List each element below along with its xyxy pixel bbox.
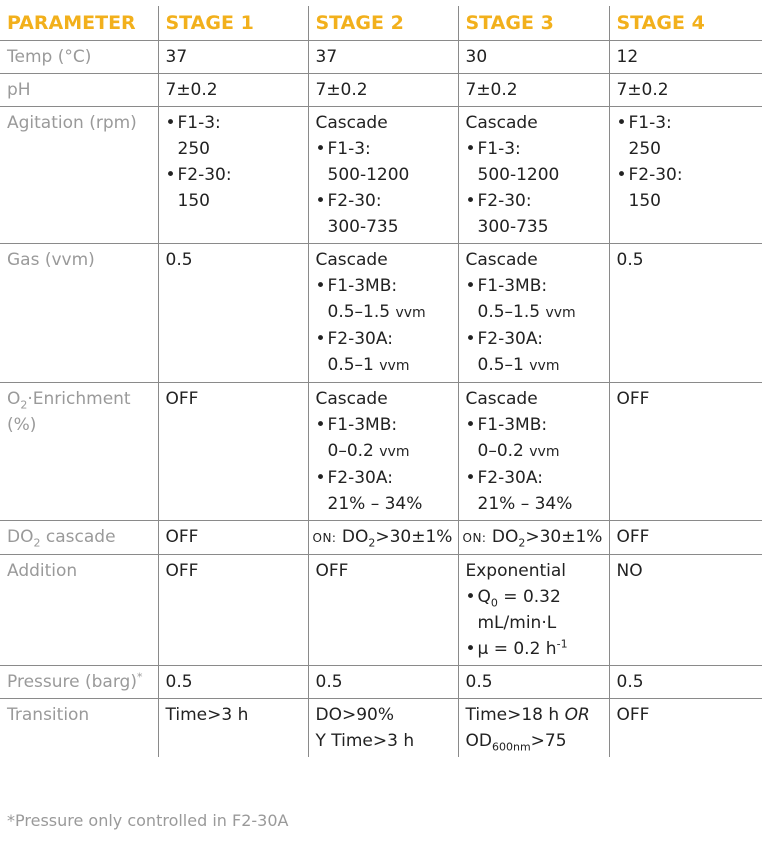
cell-heading: Cascade: [465, 113, 538, 133]
bullet-value: 150: [628, 191, 661, 211]
bullet-item: • F1-3MB:: [315, 415, 398, 435]
param-label: Agitation (rpm): [0, 107, 158, 244]
cell-stage-2: 7±0.2: [308, 74, 458, 107]
bullet-value: 250: [177, 139, 210, 159]
bullet-value: 0–0.2 vvm: [477, 441, 560, 461]
bullet-item: • F1-3:: [616, 113, 672, 133]
cell-stage-4: OFF: [609, 521, 762, 555]
table-row-o2-enrichment: [0, 383, 762, 521]
cell-stage-3: 30: [458, 41, 609, 74]
bullet-item: • F1-3MB:: [315, 276, 398, 296]
cell-stage-1: 0.5: [158, 244, 308, 383]
cell-heading: Cascade: [315, 389, 388, 409]
bullet-value: 500-1200: [477, 165, 560, 185]
bullet-value: mL/min·L: [477, 613, 557, 633]
cell-stage-1: 7±0.2: [158, 74, 308, 107]
cell-stage-2: [308, 383, 458, 521]
bullet-item: • F2-30A:: [315, 329, 393, 349]
param-label: Gas (vvm): [0, 244, 158, 383]
cell-stage-1: 0.5: [158, 666, 308, 699]
bullet-value: 250: [628, 139, 661, 159]
param-label: Transition: [0, 699, 158, 758]
header-stage-4: STAGE 4: [609, 6, 762, 41]
table-row-transition: [0, 699, 762, 758]
cell-heading: Cascade: [315, 113, 388, 133]
bullet-item: • $Q_0 = 0.32$: [465, 587, 561, 610]
cell-stage-4: 0.5: [609, 666, 762, 699]
bullet-item: • μ = 0.2 $h^{-1}$: [465, 637, 568, 659]
cell-stage-1: OFF: [158, 383, 308, 521]
cell-stage-3: 0.5: [458, 666, 609, 699]
bullet-item: • F2-30A:: [315, 468, 393, 488]
cell-stage-4: 7±0.2: [609, 74, 762, 107]
cell-stage-2: DO>90% Y Time>3 h: [308, 699, 458, 758]
bullet-value: 0–0.2 vvm: [327, 441, 410, 461]
table-row-do2-cascade: [0, 521, 762, 555]
bullet-item: • F1-3MB:: [465, 276, 548, 296]
cell-stage-2: [308, 107, 458, 244]
cell-stage-2: ON: $DO_2>30\pm 1\%$: [308, 521, 458, 555]
bullet-value: 0.5–1 vvm: [477, 355, 560, 375]
cell-stage-2: 37: [308, 41, 458, 74]
cell-stage-3: [458, 107, 609, 244]
bullet-item: • F2-30A:: [465, 329, 543, 349]
cell-stage-4: 12: [609, 41, 762, 74]
cell-stage-1: OFF: [158, 555, 308, 666]
table-row-temp: [0, 41, 762, 74]
param-label: Pressure (barg)*: [0, 666, 158, 699]
header-parameter: PARAMETER: [0, 6, 158, 41]
cell-stage-2: [308, 244, 458, 383]
cell-stage-3: 7±0.2: [458, 74, 609, 107]
header-row: [0, 6, 762, 41]
cell-stage-4: OFF: [609, 383, 762, 521]
cell-stage-3: [458, 555, 609, 666]
param-label: $DO_2$ cascade: [0, 521, 158, 555]
bullet-value: 0.5–1 vvm: [327, 355, 410, 375]
param-label: Temp (°C): [0, 41, 158, 74]
bullet-item: • F1-3:: [465, 139, 521, 159]
bullet-item: • F2-30:: [165, 165, 232, 185]
footnote: *Pressure only controlled in F2-30A: [7, 811, 289, 830]
table-row-gas: [0, 244, 762, 383]
cell-stage-3: [458, 383, 609, 521]
cell-stage-4: OFF: [609, 699, 762, 758]
bullet-value: 300-735: [327, 217, 399, 237]
bullet-item: • F2-30:: [616, 165, 683, 185]
cell-stage-3: [458, 244, 609, 383]
cell-stage-4: 0.5: [609, 244, 762, 383]
cell-stage-3: ON: $DO_2>30\pm 1\%$: [458, 521, 609, 555]
bullet-item: • F1-3MB:: [465, 415, 548, 435]
header-stage-3: STAGE 3: [458, 6, 609, 41]
bullet-item: • F2-30:: [315, 191, 382, 211]
table-row-pressure: [0, 666, 762, 699]
cell-heading: Cascade: [465, 389, 538, 409]
bullet-item: • F1-3:: [315, 139, 371, 159]
bullet-value: 0.5–1.5 vvm: [477, 302, 576, 322]
param-label: pH: [0, 74, 158, 107]
bullet-item: • F2-30:: [465, 191, 532, 211]
cell-stage-2: OFF: [308, 555, 458, 666]
cell-heading: Cascade: [465, 250, 538, 270]
cell-stage-3: Time>18 h OR $OD_{600nm}>75$: [458, 699, 609, 758]
cell-heading: Exponential: [465, 561, 567, 581]
table-row-ph: [0, 74, 762, 107]
cell-stage-1: 37: [158, 41, 308, 74]
cell-stage-1: OFF: [158, 521, 308, 555]
bullet-value: 150: [177, 191, 210, 211]
bullet-value: 500-1200: [327, 165, 410, 185]
bullet-value: 21% – 34%: [477, 494, 573, 514]
cell-stage-2: 0.5: [308, 666, 458, 699]
header-stage-2: STAGE 2: [308, 6, 458, 41]
cell-stage-4: [609, 107, 762, 244]
table-row-agitation: [0, 107, 762, 244]
table-row-addition: [0, 555, 762, 666]
bullet-value: 300-735: [477, 217, 549, 237]
param-label: Addition: [0, 555, 158, 666]
header-stage-1: STAGE 1: [158, 6, 308, 41]
parameter-table: [0, 6, 762, 757]
bullet-item: • F1-3:: [165, 113, 221, 133]
cell-stage-1: Time>3 h: [158, 699, 308, 758]
cell-stage-1: [158, 107, 308, 244]
bullet-value: 21% – 34%: [327, 494, 423, 514]
bullet-item: • F2-30A:: [465, 468, 543, 488]
cell-heading: Cascade: [315, 250, 388, 270]
bullet-value: 0.5–1.5 vvm: [327, 302, 426, 322]
param-label: $O_2\cdot Enrichment$ (%): [0, 383, 158, 521]
cell-stage-4: NO: [609, 555, 762, 666]
